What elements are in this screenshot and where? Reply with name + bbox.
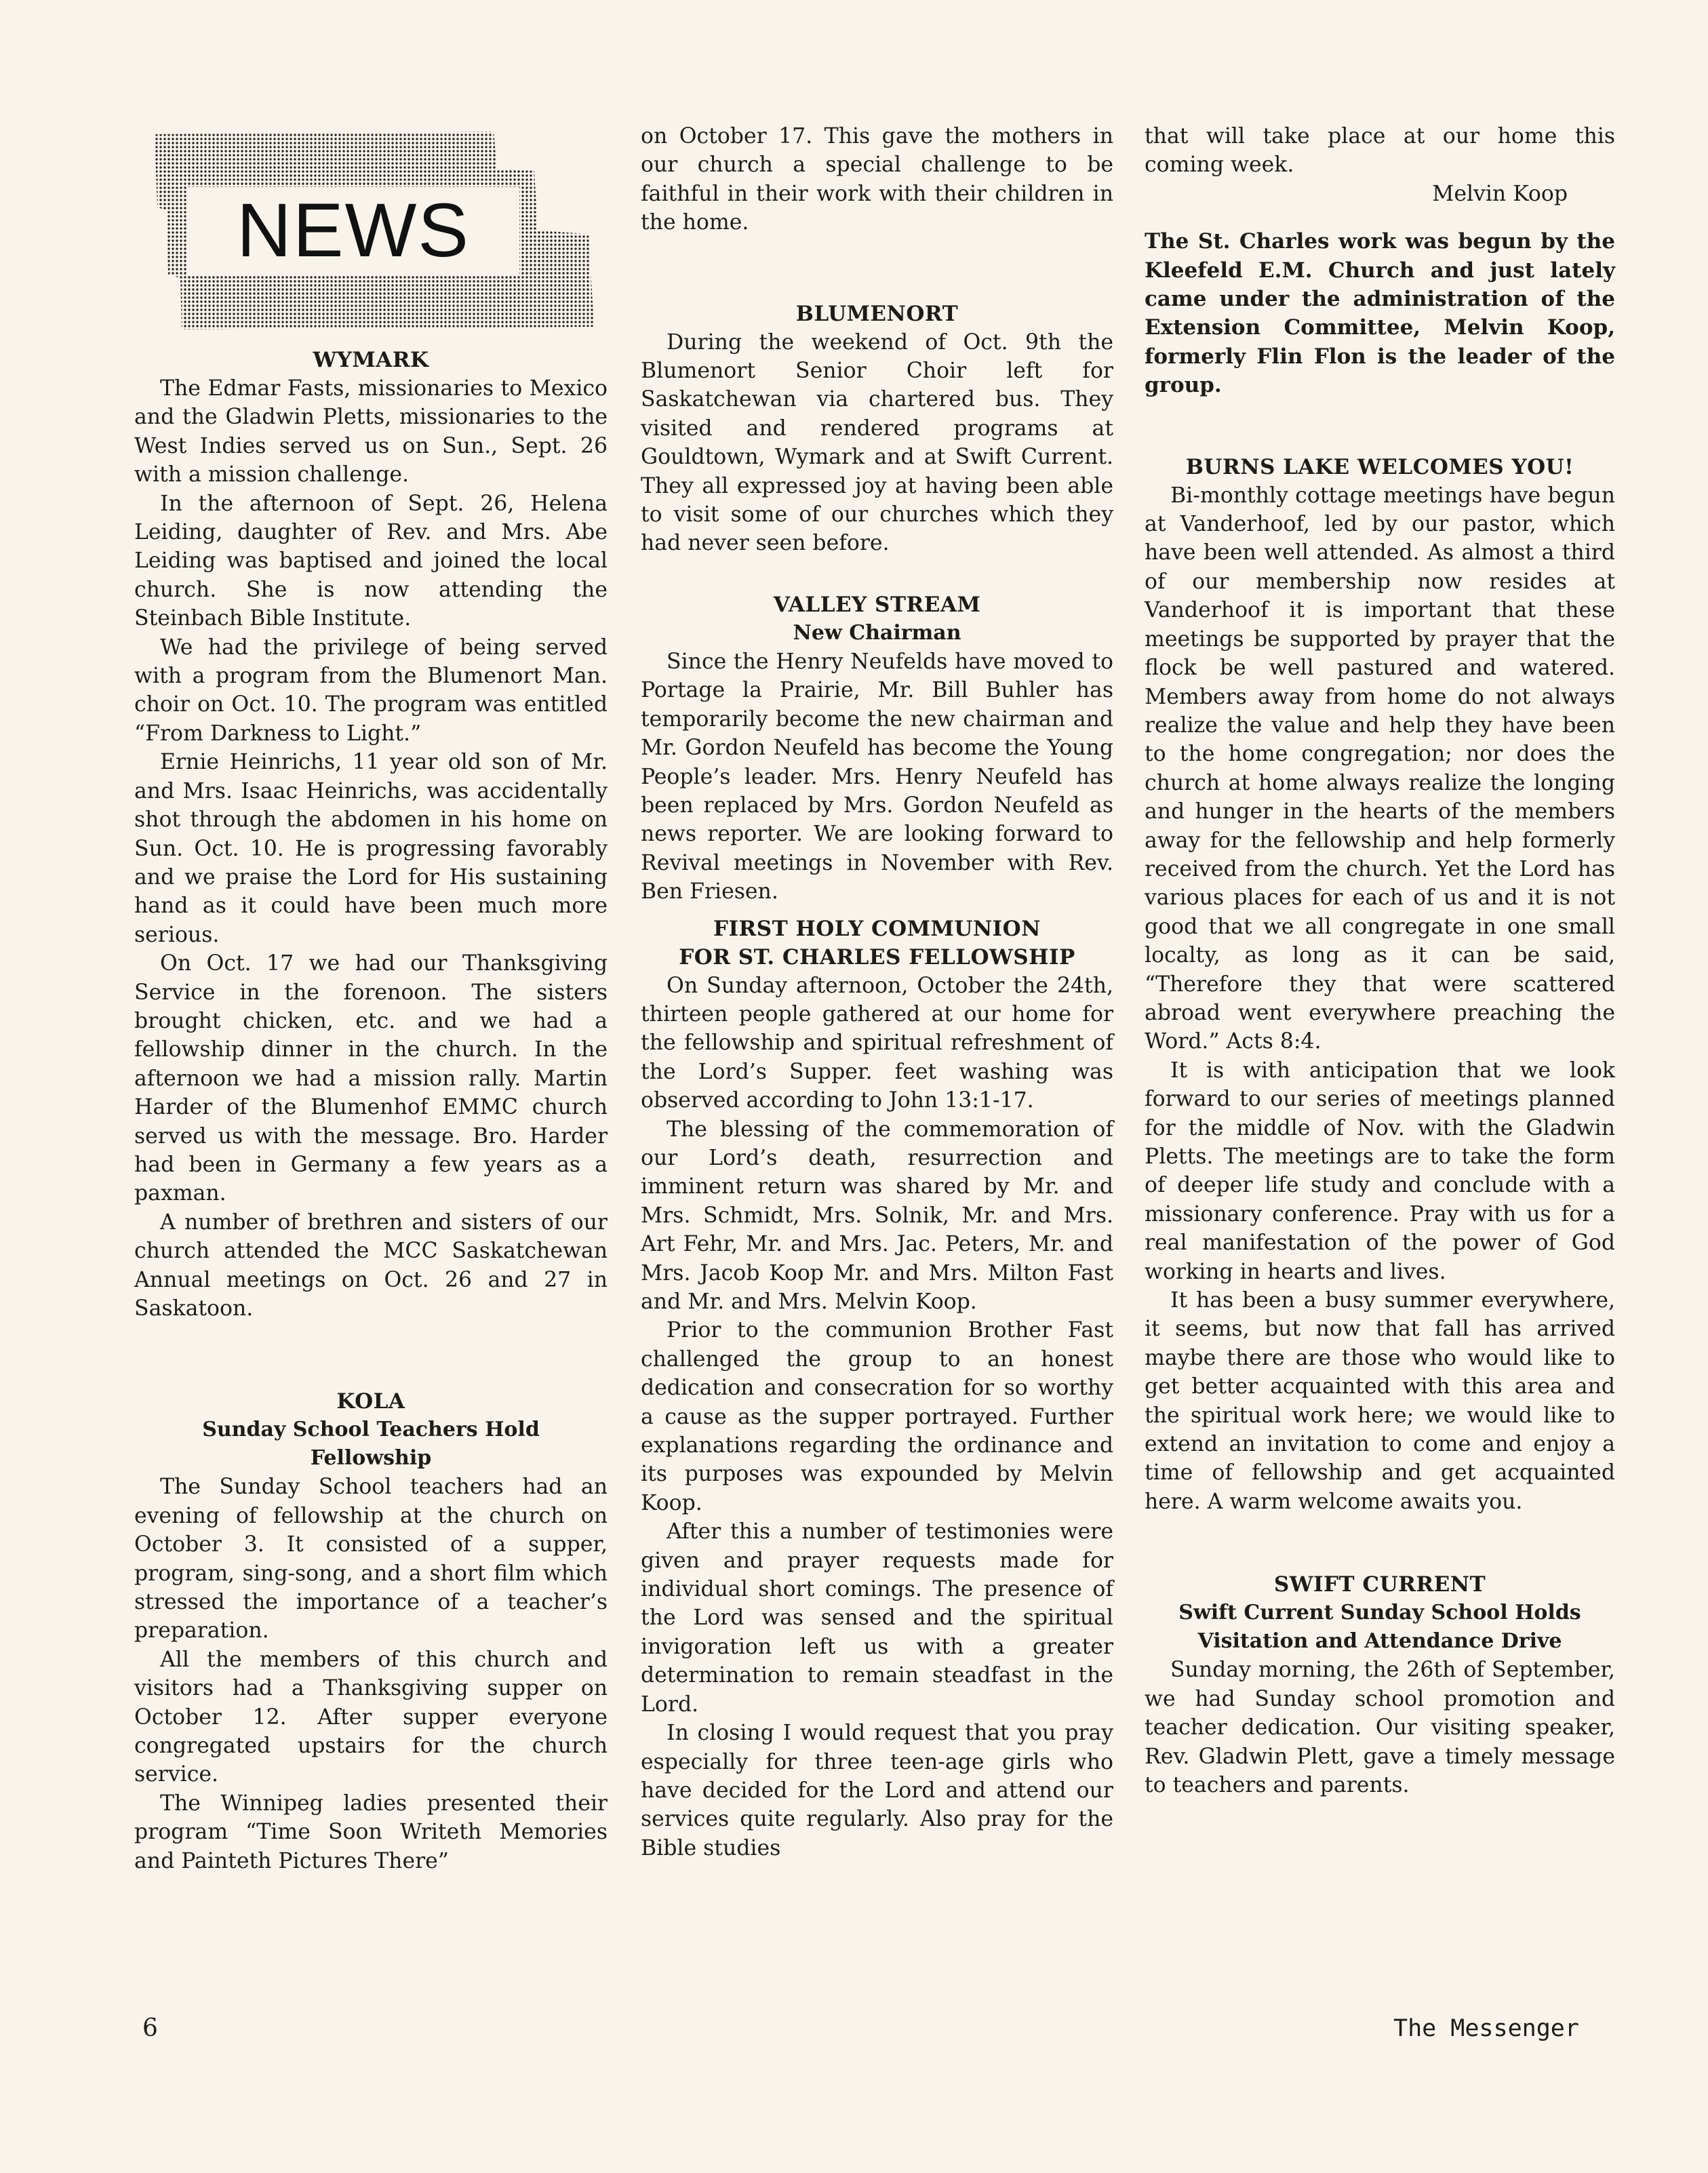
- signature: Melvin Koop: [1432, 181, 1568, 206]
- swift-current-paragraph: Sunday morning, the 26th of September, we had Sunday school promotion and teacher dedication. Our visiting speaker, Rev. Gladwin Plett, gave a timely message to teachers and parents.: [1145, 1658, 1615, 1797]
- wymark-paragraph: A number of brethren and sisters of our church attended the MCC Saskatchewan Annual meetings on Oct. 26 and 27 in Saskatoon.: [134, 1210, 608, 1321]
- column-1: [134, 346, 608, 1875]
- kola-paragraph: The Sunday School teachers had an evening of fellowship at the church on October 3. It consisted of a supper, program, sing-song, and a short film which stressed the importance of a teacher’s preparation.: [134, 1475, 608, 1643]
- news-title: NEWS: [237, 188, 470, 273]
- publication-title: The Messenger: [1393, 2015, 1579, 2042]
- kola-subheading: Sunday School Teachers Hold Fellowship: [202, 1418, 540, 1471]
- editor-note: The St. Charles work was begun by the Kleefeld E.M. Church and just lately came under the administration of the Extension Committee, Melvin Koop, formerly Flin Flon is the leader of the group.: [1145, 229, 1615, 398]
- communion-paragraph: In closing I would request that you pray especially for three teen-age girls who have decided for the Lord and attend our services quite regularly. Also pray for the Bible studies: [641, 1721, 1113, 1860]
- wymark-paragraph: Ernie Heinrichs, 11 year old son of Mr. and Mrs. Isaac Heinrichs, was accidentally shot through the abdomen in his home on Sun. Oct. 10. He is progressing favorably and we praise the Lord for His sustaining hand as it could have been much more serious.: [134, 750, 608, 947]
- column-3: [1145, 122, 1615, 1799]
- continued-paragraph: that will take place at our home this coming week.: [1145, 124, 1615, 178]
- communion-paragraph: The blessing of the commemoration of our Lord’s death, resurrection and imminent return was shared by Mr. and Mrs. Schmidt, Mrs. Solnik, Mr. and Mrs. Art Fehr, Mr. and Mrs. Jac. Peters, Mr. and Mrs. Jacob Koop Mr. and Mrs. Milton Fast and Mr. and Mrs. Melvin Koop.: [641, 1117, 1113, 1314]
- burns-lake-paragraph: Bi-monthly cottage meetings have begun at Vanderhoof, led by our pastor, which have been well attended. As almost a third of our membership now resides at Vanderhoof it is important that these meetings be supported by prayer that the flock be well pastured and watered. Members away from home do not always realize the value and help they have been to the home congregation; nor does the church at home always realize the longing and hunger in the hearts of the members away for the fellowship and help formerly received from the church. Yet the Lord has various places for each of us and it is not good that we all congregate in one small localty, as long as it can be said, “Therefore they that were scattered abroad went everywhere preaching the Word.” Acts 8:4.: [1145, 483, 1615, 1054]
- page-number: 6: [142, 2014, 158, 2042]
- valley-stream-subheading: New Chairman: [793, 620, 961, 645]
- wymark-paragraph: On Oct. 17 we had our Thanksgiving Service in the forenoon. The sisters brought chicken, etc. and we had a fellowship dinner in the church. In the afternoon we had a mission rally. Martin Harder of the Blumenhof EMMC church served us with the message. Bro. Harder had been in Germany a few years as a paxman.: [134, 951, 608, 1206]
- valley-stream-heading: VALLEY STREAM: [773, 592, 981, 617]
- burns-lake-heading: BURNS LAKE WELCOMES YOU!: [1185, 454, 1574, 479]
- wymark-paragraph: We had the privilege of being served with a program from the Blumenort Man. choir on Oct. 10. The program was entitled “From Darkness to Light.”: [134, 635, 608, 746]
- swift-current-heading: SWIFT CURRENT: [1273, 1572, 1486, 1597]
- wymark-heading: WYMARK: [313, 348, 429, 372]
- swift-current-subheading: Swift Current Sunday School Holds Visitation and Attendance Drive: [1178, 1601, 1581, 1654]
- communion-paragraph: After this a number of testimonies were given and prayer requests made for individual short comings. The presence of the Lord was sensed and the spiritual invigoration left us with a greater determination to remain steadfast in the Lord.: [641, 1519, 1113, 1717]
- burns-lake-paragraph: It has been a busy summer everywhere, it seems, but now that fall has arrived maybe there are those who would like to get better acquainted with this area and the spiritual work here; we would like to extend an invitation to come and enjoy a time of fellowship and get acquainted here. A warm welcome awaits you.: [1145, 1288, 1615, 1514]
- kola-heading: KOLA: [336, 1389, 405, 1414]
- continued-paragraph: on October 17. This gave the mothers in our church a special challenge to be faithful in their work with their children in the home.: [641, 124, 1113, 235]
- wymark-paragraph: In the afternoon of Sept. 26, Helena Leiding, daughter of Rev. and Mrs. Abe Leiding was baptised and joined the local church. She is now attending the Steinbach Bible Institute.: [134, 491, 608, 631]
- kola-paragraph: All the members of this church and visitors had a Thanksgiving supper on October 12. After supper everyone congregated upstairs for the church service.: [134, 1647, 608, 1787]
- news-banner-graphic: [155, 129, 595, 332]
- kola-paragraph: The Winnipeg ladies presented their program “Time Soon Writeth Memories and Painteth Pictures There”: [134, 1791, 608, 1873]
- communion-heading-line-2: FOR ST. CHARLES FELLOWSHIP: [679, 944, 1075, 970]
- communion-paragraph: On Sunday afternoon, October the 24th, thirteen people gathered at our home for the fellowship and spiritual refreshment of the Lord’s Supper. feet washing was observed according to John 13:1-17.: [641, 973, 1113, 1113]
- blumenort-heading: BLUMENORT: [795, 301, 959, 326]
- blumenort-paragraph: During the weekend of Oct. 9th the Blumenort Senior Choir left for Saskatchewan via chartered bus. They visited and rendered programs at Gouldtown, Wymark and at Swift Current. They all expressed joy at having been able to visit some of our churches which they had never seen before.: [641, 330, 1113, 556]
- wymark-paragraph: The Edmar Fasts, missionaries to Mexico and the Gladwin Pletts, missionaries to the West Indies served us on Sun., Sept. 26 with a mission challenge.: [134, 376, 608, 487]
- communion-heading-line-1: FIRST HOLY COMMUNION: [713, 916, 1041, 941]
- news-banner: [155, 129, 595, 332]
- communion-paragraph: Prior to the communion Brother Fast challenged the group to an honest dedication and consecration for so worthy a cause as the supper portrayed. Further explanations regarding the ordinance and its purposes was expounded by Melvin Koop.: [641, 1318, 1113, 1515]
- valley-stream-paragraph: Since the Henry Neufelds have moved to Portage la Prairie, Mr. Bill Buhler has temporarily become the new chairman and Mr. Gordon Neufeld has become the Young People’s leader. Mrs. Henry Neufeld has been replaced by Mrs. Gordon Neufeld as news reporter. We are looking forward to Revival meetings in November with Rev. Ben Friesen.: [641, 649, 1113, 904]
- column-2: [641, 122, 1113, 1862]
- burns-lake-paragraph: It is with anticipation that we look forward to our series of meetings planned for the middle of Nov. with the Gladwin Pletts. The meetings are to take the form of deeper life study and conclude with a missionary conference. Pray with us for a real manifestation of the power of God working in hearts and lives.: [1145, 1058, 1615, 1284]
